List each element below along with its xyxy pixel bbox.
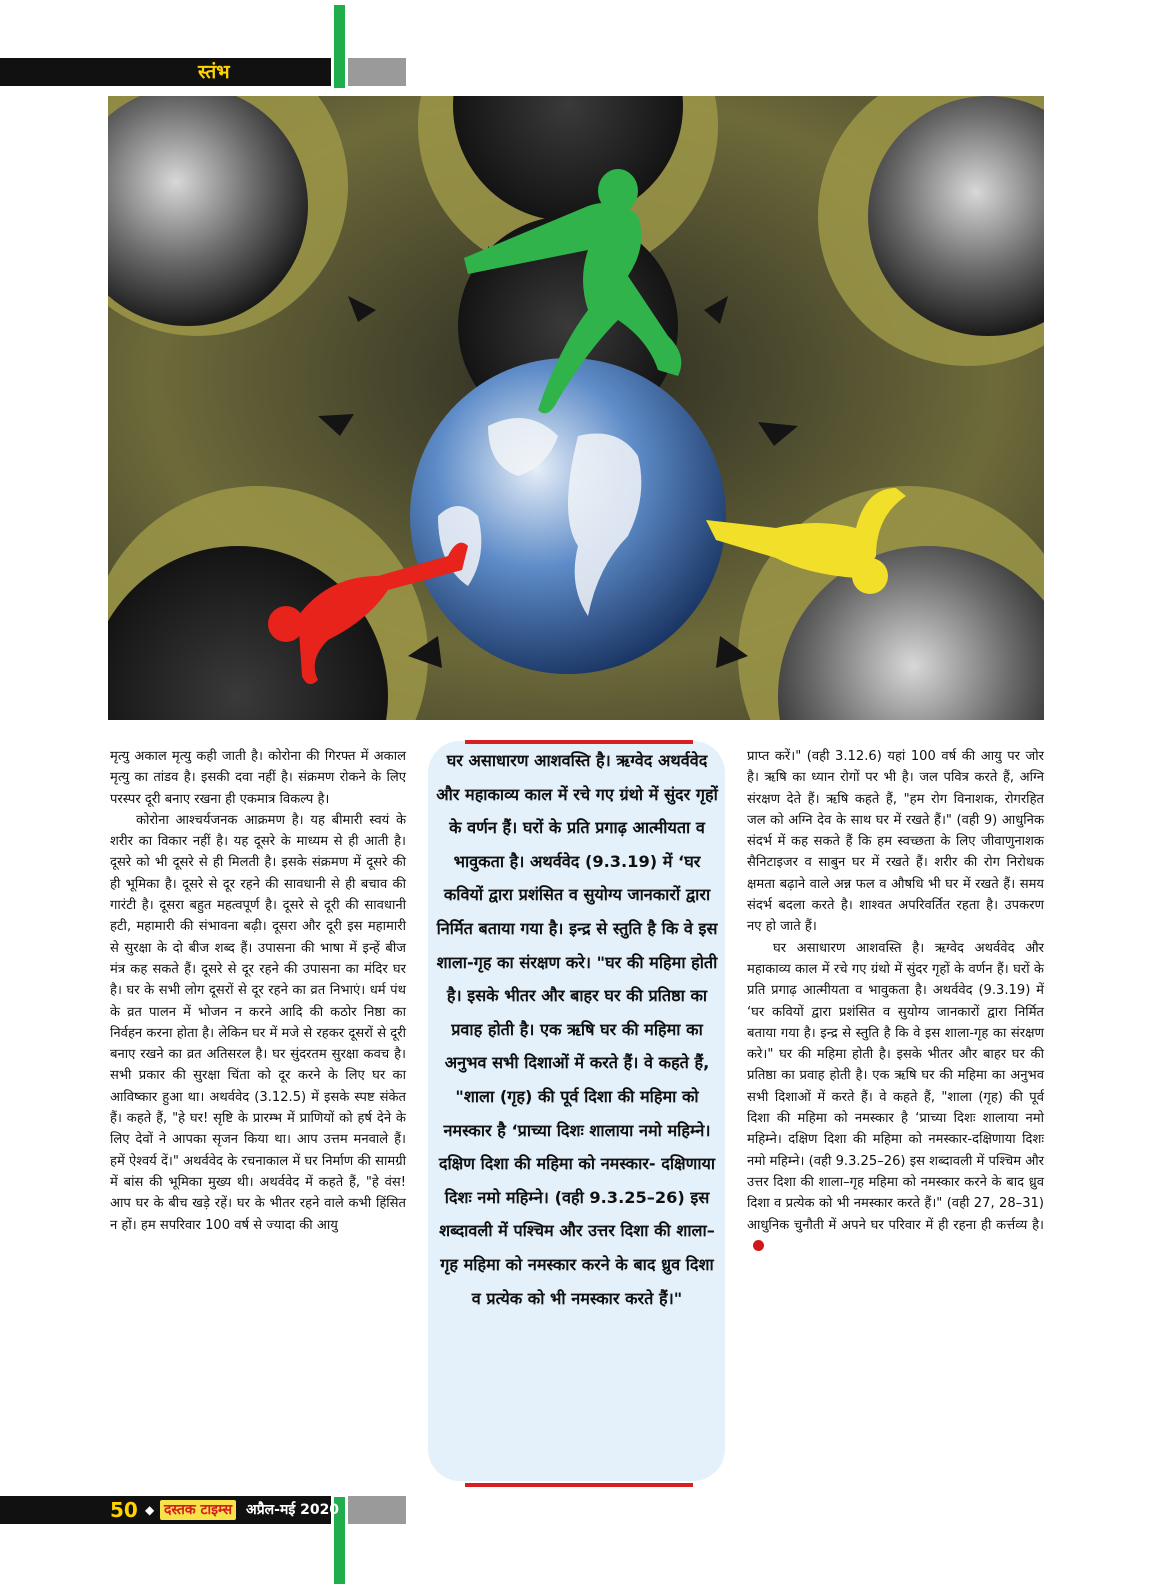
- article-illustration: [108, 96, 1044, 720]
- footer-gray-block: [348, 1496, 406, 1524]
- pull-quote-bottom-rule: [465, 1483, 693, 1487]
- section-label: स्तंभ: [198, 61, 230, 83]
- paragraph-text: घर असाधारण आशवस्ति है। ऋग्वेद अथर्ववेद और महाकाव्य काल में रचे गए ग्रंथो में सुंदर गृहों के वर्णन हैं। घरों के प्रति प्रगाढ़ आत्मीयता व भावुकता है। अथर्ववेद (9.3.19) में ‘घर कवियों द्वारा प्रशंसित व सुयोग्य जानकारों द्वारा निर्मित बताया गया है। इन्द्र से स्तुति है कि वे इस शाला-गृह का संरक्षण करे।" घर की महिमा होती है। इसके भीतर और बाहर घर की प्रतिष्ठा का प्रवाह होती है। एक ऋषि घर की महिमा का अनुभव सभी दिशाओं में करते हैं। वे कहते हैं, "शाला (गृह) की पूर्व दिशा की महिमा को नमस्कार है ‘प्राच्या दिशः शालाया नमो महिम्ने। दक्षिण दिशा की महिमा को नमस्कार-दक्षिणाया दिशः नमो महिम्ने। (वही 9.3.25–26) इस शब्दावली में पश्चिम और उत्तर दिशा की शाला–गृह महिमा को नमस्कार करने के बाद ध्रुव दिशा व प्रत्येक को भी नमस्कार करते हैं।" (वही 27, 28–31) आधुनिक चुनौती में अपने घर परिवार में ही रहना ही कर्त्तव्य है।: [747, 940, 1044, 1233]
- paragraph: प्राप्त करें।" (वही 3.12.6) यहां 100 वर्ष की आयु पर जोर है। ऋषि का ध्यान रोगों पर भी है। जल पवित्र करते हैं, अग्नि संरक्षण देते हैं। ऋषि कहते हैं, "हम रोग विनाशक, रोगरहित जल को अग्नि देव के साथ घर में रखते हैं।" (वही 9) आधुनिक संदर्भ में कह सकते हैं कि हम स्वच्छता के लिए जीवाणुनाशक सैनिटाइजर व साबुन घर में रखते हैं। शरीर की रोग निरोधक क्षमता बढ़ाने वाले अन्न फल व औषधि भी घर में रखते हैं। समय संदर्भ बदला करते है। शाश्वत अपरिवर्तित रहता है। उपकरण नए हो जाते हैं।: [747, 749, 1044, 935]
- paragraph: कोरोना आश्चर्यजनक आक्रमण है। यह बीमारी स्वयं के शरीर का विकार नहीं है। यह दूसरे के माध्यम से ही आती है। दूसरे को भी दूसरे से ही मिलती है। इसके संक्रमण में दूसरे की ही भूमिका है। दूसरे से दूर रहने की सावधानी से ही बचाव की गारंटी है। दूसरा बहुत महत्वपूर्ण है। दूसरे से दूरी की सावधानी हटी, महामारी की संभावना बढ़ी। दूसरा और दूरी इस महामारी से सुरक्षा के दो बीज शब्द हैं। उपासना की भाषा में इन्हें बीज मंत्र कह सकते हैं। दूसरे से दूर रहने की उपासना का मंदिर घर है। घर के सभी लोग दूसरों से दूर रहने का व्रत निभाएं। धर्म पंथ के व्रत पालन में भोजन न करने आदि की कठोर निष्ठा का निर्वहन करना होता है। लेकिन घर में मजे से रहकर दूसरों से दूरी बनाए रखने का व्रत अतिसरल है। घर सुंदरतम सुरक्षा कवच है। सभी प्रकार की सुरक्षा चिंता को दूर करने के लिए घर का आविष्कार हुआ था। अथर्ववेद (3.12.5) में इसके स्पष्ट संकेत हैं। कहते हैं, "हे घर! सृष्टि के प्रारम्भ में प्राणियों को हर्ष देने के लिए देवों ने आपका सृजन किया था। आप उत्तम मनवाले हैं। हमें ऐश्वर्य दें।" अथर्ववेद के रचनाकाल में घर निर्माण की सामग्री में बांस की भूमिका मुख्य थी। अथर्ववेद में कहते हैं, "हे वंस! आप घर के बीच खड़े रहें। घर के भीतर रहने वाले कभी हिंसित न हों। हम सपरिवार 100 वर्ष से ज्यादा की आयु: [110, 812, 406, 1233]
- header-gray-block: [348, 58, 406, 86]
- end-mark-icon: [753, 1240, 764, 1251]
- article-column-left: [110, 746, 406, 1236]
- header-bar: [0, 58, 331, 86]
- magazine-logo: दस्तक टाइम्स: [160, 1500, 236, 1520]
- header-accent-stripe: [334, 5, 345, 88]
- issue-date: अप्रैल-मई 2020: [246, 1502, 340, 1518]
- page-number: 50: [110, 1498, 138, 1522]
- paragraph: मृत्यु अकाल मृत्यु कही जाती है। कोरोना की गिरफ्त में अकाल मृत्यु का तांडव है। इसकी दवा नहीं है। संक्रमण रोकने के लिए परस्पर दूरी बनाए रखना ही एकमात्र विकल्प है।: [110, 749, 406, 807]
- pull-quote-text: घर असाधारण आशवस्ति है। ऋग्वेद अथर्ववेद और महाकाव्य काल में रचे गए ग्रंथो में सुंदर गृहों के वर्णन हैं। घरों के प्रति प्रगाढ़ आत्मीयता व भावुकता है। अथर्ववेद (9.3.19) में ‘घर कवियों द्वारा प्रशंसित व सुयोग्य जानकारों द्वारा निर्मित बताया गया है। इन्द्र से स्तुति है कि वे इस शाला-गृह का संरक्षण करे। "घर की महिमा होती है। इसके भीतर और बाहर घर की प्रतिष्ठा का प्रवाह होती है। एक ऋषि घर की महिमा का अनुभव सभी दिशाओं में करते हैं। वे कहते हैं, "शाला (गृह) की पूर्व दिशा की महिमा को नमस्कार है ‘प्राच्या दिशः शालाया नमो महिम्ने। दक्षिण दिशा की महिमा को नमस्कार- दक्षिणाया दिशः नमो महिम्ने। (वही 9.3.25–26) इस शब्दावली में पश्चिम और उत्तर दिशा की शाला–गृह महिमा को नमस्कार करने के बाद ध्रुव दिशा व प्रत्येक को भी नमस्कार करते हैं।": [436, 751, 718, 1308]
- diamond-icon: ◆: [145, 1503, 155, 1517]
- article-column-right: [747, 746, 1044, 1257]
- paragraph: [747, 938, 1044, 1257]
